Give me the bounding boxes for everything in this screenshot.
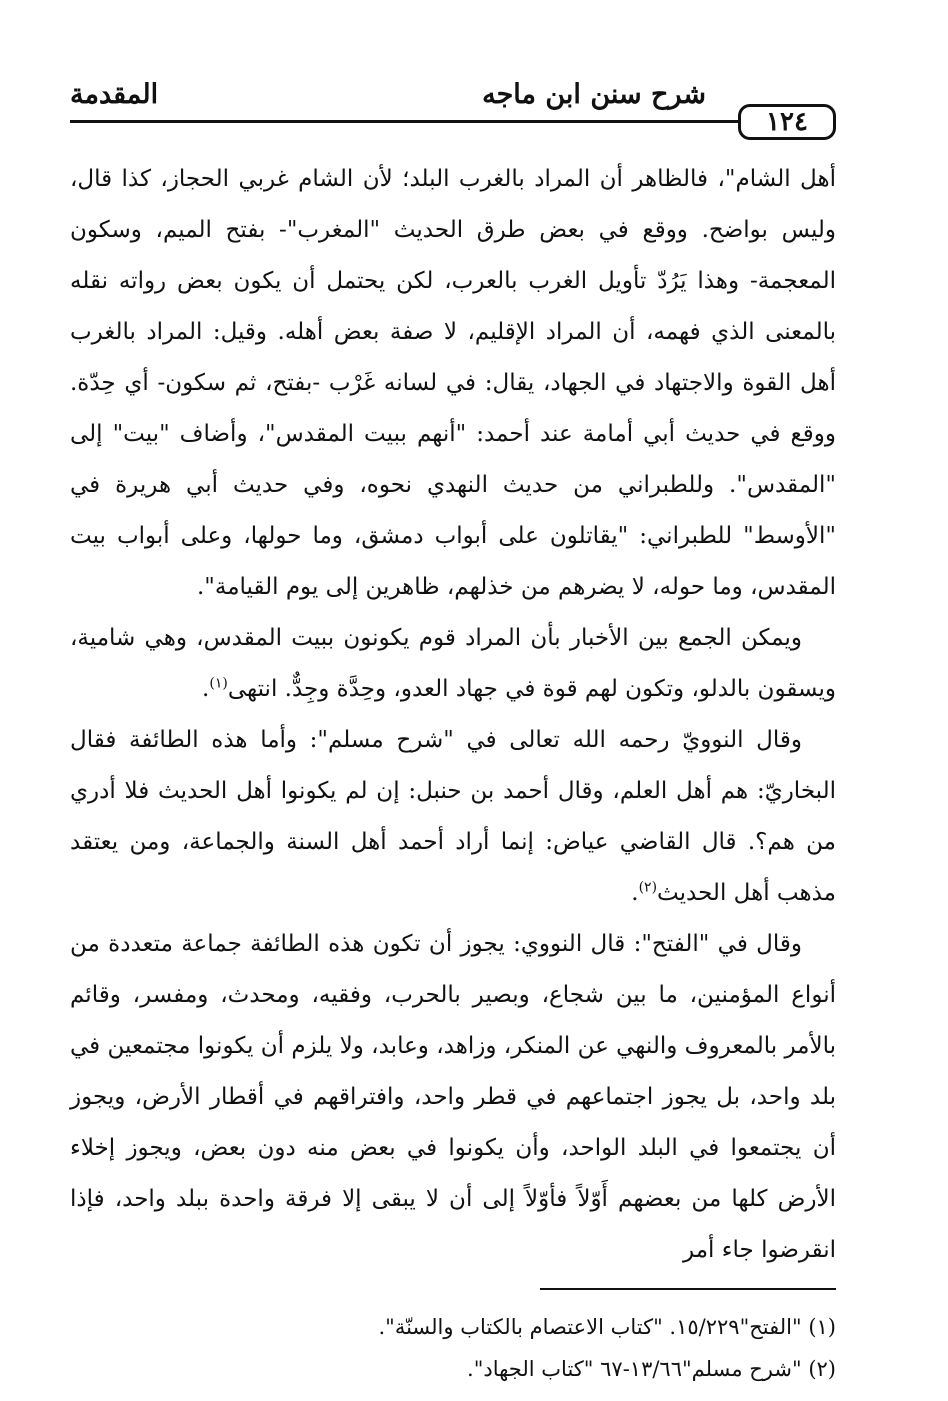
footnote-1: (١) "الفتح"١٥/٢٢٩. "كتاب الاعتصام بالكتاب والسنّة". [378, 1315, 836, 1339]
footnotes [70, 1306, 836, 1390]
section-title: المقدمة [70, 79, 159, 110]
paragraph-1: أهل الشام"، فالظاهر أن المراد بالغرب البلد؛ لأن الشام غربي الحجاز، كذا قال، وليس بواضح. ووقع في بعض طرق الحديث "المغرب"- بفتح الميم، وسكون المعجمة- وهذا يَرُدّ تأويل الغرب بالعرب، لكن يحتمل أن يكون بعض رواته نقله بالمعنى الذي فهمه، أن المراد الإقليم، لا صفة بعض أهله. وقيل: المراد بالغرب أهل القوة والاجتهاد في الجهاد، يقال: في لسانه غَرْب -بفتح، ثم سكون- أي حِدّة. ووقع في حديث أبي أمامة عند أحمد: "أنهم ببيت المقدس"، وأضاف "بيت" إلى "المقدس". وللطبراني من حديث النهدي نحوه، وفي حديث أبي هريرة في "الأوسط" للطبراني: "يقاتلون على أبواب دمشق، وما حولها، وعلى أبواب بيت المقدس، وما حوله، لا يضرهم من خذلهم، ظاهرين إلى يوم القيامة". [70, 166, 836, 600]
paragraph-2-text: ويمكن الجمع بين الأخبار بأن المراد قوم يكونون ببيت المقدس، وهي شامية، ويسقون بالدلو، وتكون لهم قوة في جهاد العدو، وحِدَّة وجِدٌّ. انتهى [70, 625, 836, 702]
body-text [70, 154, 836, 1276]
paragraph-3-text: وقال النوويّ رحمه الله تعالى في "شرح مسلم": وأما هذه الطائفة فقال البخاريّ: هم أهل العلم، وقال أحمد بن حنبل: إن لم يكونوا أهل الحديث فلا أدري من هم؟. قال القاضي عياض: إنما أراد أحمد أهل السنة والجماعة، ومن يعتقد مذهب أهل الحديث [70, 727, 836, 906]
paragraph-4: وقال في "الفتح": قال النووي: يجوز أن تكون هذه الطائفة جماعة متعددة من أنواع المؤمنين، ما بين شجاع، وبصير بالحرب، وفقيه، ومحدث، ومفسر، وقائم بالأمر بالمعروف والنهي عن المنكر، وزاهد، وعابد، ولا يلزم أن يكونوا مجتمعين في بلد واحد، بل يجوز اجتماعهم في قطر واحد، وافتراقهم في أقطار الأرض، ويجوز أن يجتمعوا في البلد الواحد، وأن يكونوا في بعض منه دون بعض، ويجوز إخلاء الأرض كلها من بعضهم أَوّلاً فأوّلاً إلى أن لا يبقى إلا فرقة واحدة ببلد واحد، فإذا انقرضوا جاء أمر [70, 931, 836, 1263]
book-title: شرح سنن ابن ماجه [482, 79, 706, 110]
page-header [70, 70, 836, 137]
footnote-ref-1[interactable]: (١) [209, 675, 228, 692]
footnote-2: (٢) "شرح مسلم"١٣/٦٦-٦٧ "كتاب الجهاد". [467, 1357, 836, 1381]
page-number: ١٢٤ [738, 104, 836, 140]
paragraph-2: ويمكن الجمع بين الأخبار بأن المراد قوم يكونون ببيت المقدس، وهي شامية، ويسقون بالدلو، وتكون لهم قوة في جهاد العدو، وحِدَّة وجِدٌّ. انتهى$^{(١)}$. [70, 625, 836, 702]
footnote-ref-2[interactable]: (٢) [638, 879, 658, 896]
book-page [70, 70, 836, 1390]
paragraph-3: وقال النوويّ رحمه الله تعالى في "شرح مسلم": وأما هذه الطائفة فقال البخاريّ: هم أهل العلم، وقال أحمد بن حنبل: إن لم يكونوا أهل الحديث فلا أدري من هم؟. قال القاضي عياض: إنما أراد أحمد أهل السنة والجماعة، ومن يعتقد مذهب أهل الحديث$^{(٢)}$. [70, 727, 836, 906]
footnote-rule [540, 1288, 836, 1290]
header-rule [70, 120, 748, 123]
